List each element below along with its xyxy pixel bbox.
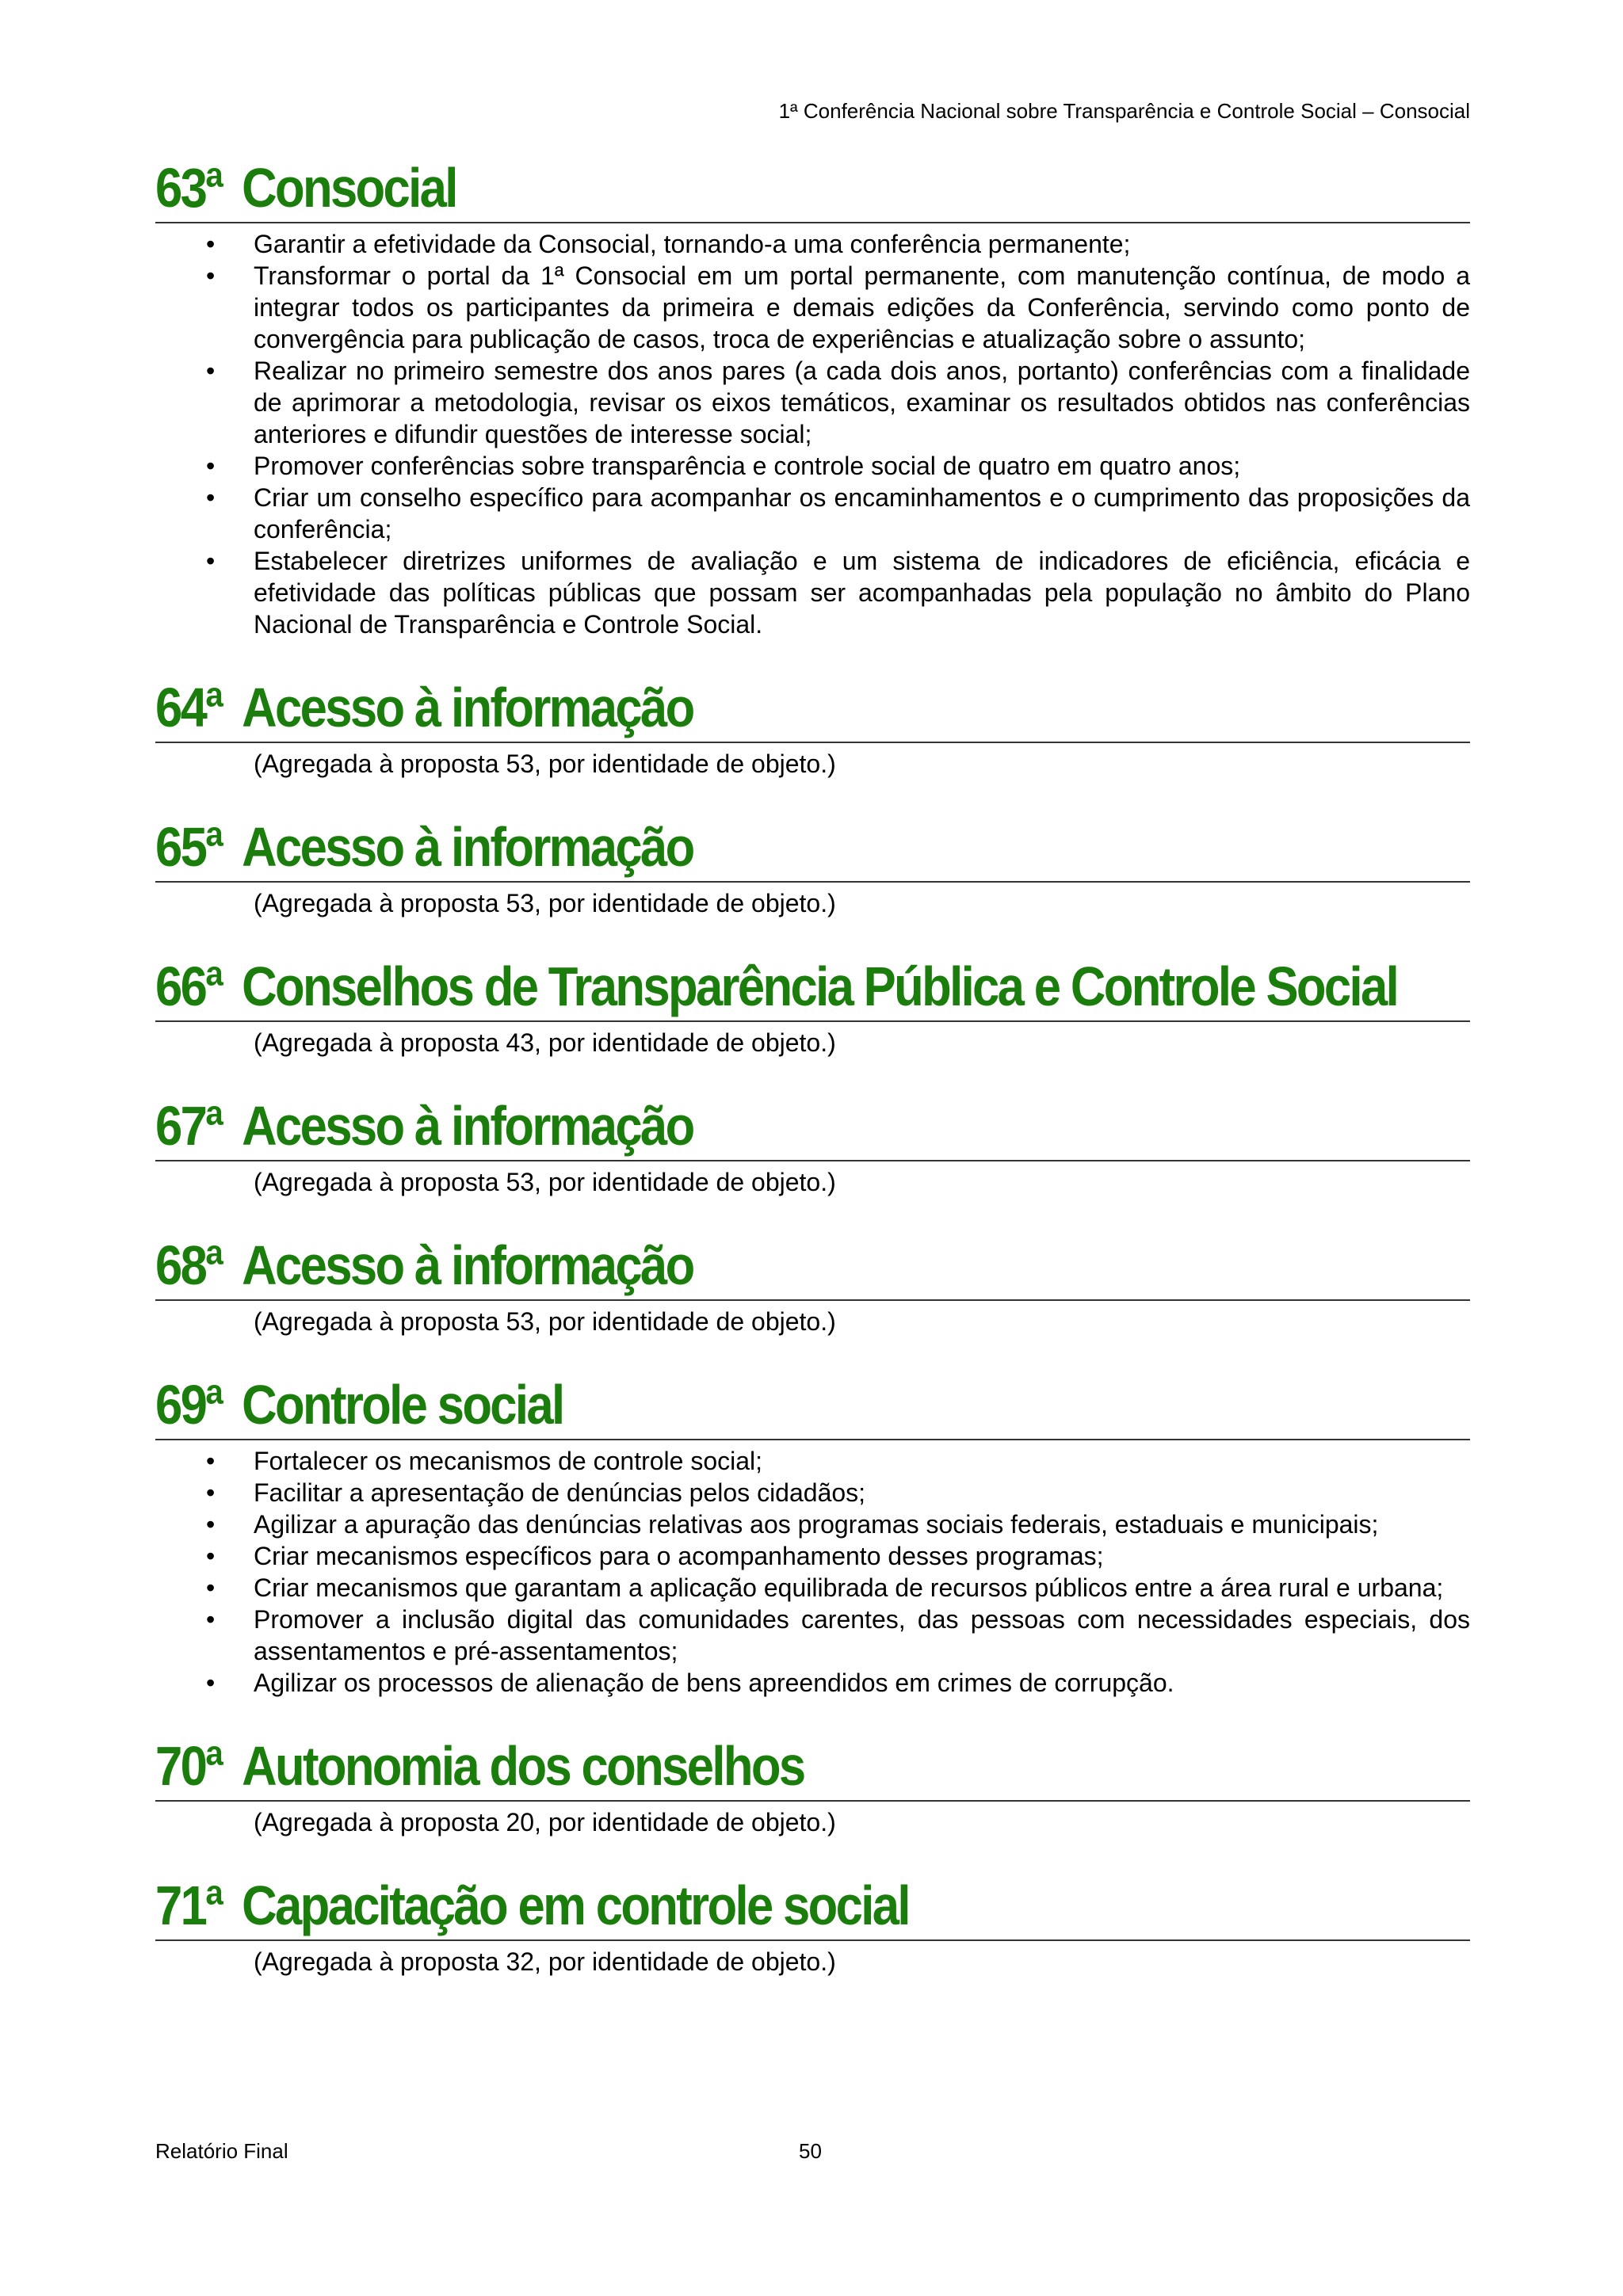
proposal-section <box>155 1372 1470 1733</box>
bullet-icon: • <box>206 1669 216 1697</box>
bullet-icon: • <box>206 357 216 385</box>
bullet-icon: • <box>206 1573 216 1602</box>
heading-rule <box>155 1439 1470 1440</box>
proposal-section <box>155 1233 1470 1372</box>
section-heading <box>155 1873 1474 1938</box>
bullet-icon: • <box>206 547 216 575</box>
aggregation-note: (Agregada à proposta 20, por identidade de objeto.) <box>254 1808 836 1836</box>
section-title: Acesso à informação <box>242 677 693 738</box>
section-title: Consocial <box>242 157 456 219</box>
document-body <box>155 155 1470 1978</box>
aggregation-note: (Agregada à proposta 53, por identidade de objeto.) <box>254 1307 836 1336</box>
list-item: • Criar mecanismos específicos para o acompanhamento desses programas; <box>206 1542 1104 1570</box>
section-number: 67ª <box>155 1095 222 1157</box>
section-heading <box>155 814 1474 879</box>
bullet-icon: • <box>206 1478 216 1507</box>
section-number: 68ª <box>155 1234 222 1296</box>
bullet-icon: • <box>206 483 216 512</box>
section-heading <box>155 1372 1474 1437</box>
section-number: 66ª <box>155 955 222 1017</box>
section-heading <box>155 1093 1474 1158</box>
section-heading <box>155 155 1474 220</box>
list-item: • Fortalecer os mecanismos de controle social; <box>206 1447 763 1475</box>
list-item: • Promover a inclusão digital das comunidades carentes, das pessoas com necessidades especiais, dos assentamentos e pré-assentamentos; <box>206 1605 1470 1665</box>
aggregation-note: (Agregada à proposta 53, por identidade de objeto.) <box>254 1168 836 1196</box>
aggregation-note: (Agregada à proposta 32, por identidade de objeto.) <box>254 1947 836 1976</box>
list-item: • Agilizar os processos de alienação de bens apreendidos em crimes de corrupção. <box>206 1669 1174 1697</box>
bullet-list <box>155 228 1470 640</box>
list-item: • Criar mecanismos que garantam a aplicação equilibrada de recursos públicos entre a área rural e urbana; <box>206 1573 1444 1602</box>
heading-rule <box>155 1160 1470 1161</box>
list-item: • Criar um conselho específico para acompanhar os encaminhamentos e o cumprimento das proposições da conferência; <box>206 483 1470 543</box>
list-item: • Transformar o portal da 1ª Consocial em um portal permanente, com manutenção contínua, de modo a integrar todos os participantes da primeira e demais edições da Conferência, servindo como ponto de convergência para publicação de casos, troca de experiências e atualização sobre o assunto; <box>206 261 1470 353</box>
section-title: Acesso à informação <box>242 816 693 878</box>
heading-rule <box>155 222 1470 223</box>
section-number: 64ª <box>155 677 222 738</box>
section-heading <box>155 954 1474 1019</box>
footer-label: Relatório Final <box>155 2139 288 2163</box>
proposal-section <box>155 155 1470 675</box>
list-item: • Promover conferências sobre transparência e controle social de quatro em quatro anos; <box>206 452 1241 480</box>
section-heading <box>155 1233 1474 1298</box>
page-number: 50 <box>799 2139 822 2163</box>
section-title: Acesso à informação <box>242 1095 693 1157</box>
section-title: Conselhos de Transparência Pública e Controle Social <box>242 955 1398 1017</box>
section-number: 65ª <box>155 816 222 878</box>
proposal-section <box>155 675 1470 814</box>
page-header: 1ª Conferência Nacional sobre Transparência e Controle Social – Consocial <box>778 99 1470 123</box>
bullet-icon: • <box>206 230 216 258</box>
proposal-section <box>155 1873 1470 1978</box>
section-heading <box>155 675 1474 740</box>
section-number: 70ª <box>155 1735 222 1797</box>
proposal-section <box>155 954 1470 1093</box>
section-title: Controle social <box>242 1374 563 1436</box>
list-item: • Garantir a efetividade da Consocial, tornando-a uma conferência permanente; <box>206 230 1131 258</box>
bullet-icon: • <box>206 1447 216 1475</box>
heading-rule <box>155 1020 1470 1022</box>
list-item: • Agilizar a apuração das denúncias relativas aos programas sociais federais, estaduais e municipais; <box>206 1510 1379 1539</box>
section-number: 69ª <box>155 1374 222 1436</box>
bullet-list <box>155 1445 1470 1699</box>
heading-rule <box>155 1800 1470 1802</box>
proposal-section <box>155 1093 1470 1233</box>
section-title: Acesso à informação <box>242 1234 693 1296</box>
bullet-icon: • <box>206 1542 216 1570</box>
list-item: • Estabelecer diretrizes uniformes de avaliação e um sistema de indicadores de eficiência, eficácia e efetividade das políticas públicas que possam ser acompanhadas pela população no âmbito do Plano Nacional de Transparência e Controle Social. <box>206 547 1470 639</box>
heading-rule <box>155 742 1470 743</box>
section-heading <box>155 1733 1474 1798</box>
bullet-icon: • <box>206 261 216 290</box>
bullet-icon: • <box>206 1510 216 1539</box>
section-number: 71ª <box>155 1875 222 1936</box>
aggregation-note: (Agregada à proposta 53, por identidade de objeto.) <box>254 889 836 917</box>
heading-rule <box>155 881 1470 883</box>
heading-rule <box>155 1299 1470 1301</box>
proposal-section <box>155 814 1470 954</box>
aggregation-note: (Agregada à proposta 53, por identidade de objeto.) <box>254 749 836 778</box>
list-item: • Facilitar a apresentação de denúncias pelos cidadãos; <box>206 1478 866 1507</box>
list-item: • Realizar no primeiro semestre dos anos pares (a cada dois anos, portanto) conferências com a finalidade de aprimorar a metodologia, revisar os eixos temáticos, examinar os resultados obtidos nas conferências anteriores e difundir questões de interesse social; <box>206 357 1470 448</box>
section-title: Capacitação em controle social <box>242 1875 909 1936</box>
proposal-section <box>155 1733 1470 1873</box>
section-number: 63ª <box>155 157 222 219</box>
aggregation-note: (Agregada à proposta 43, por identidade de objeto.) <box>254 1028 836 1057</box>
bullet-icon: • <box>206 1605 216 1634</box>
section-title: Autonomia dos conselhos <box>242 1735 804 1797</box>
bullet-icon: • <box>206 452 216 480</box>
heading-rule <box>155 1939 1470 1941</box>
